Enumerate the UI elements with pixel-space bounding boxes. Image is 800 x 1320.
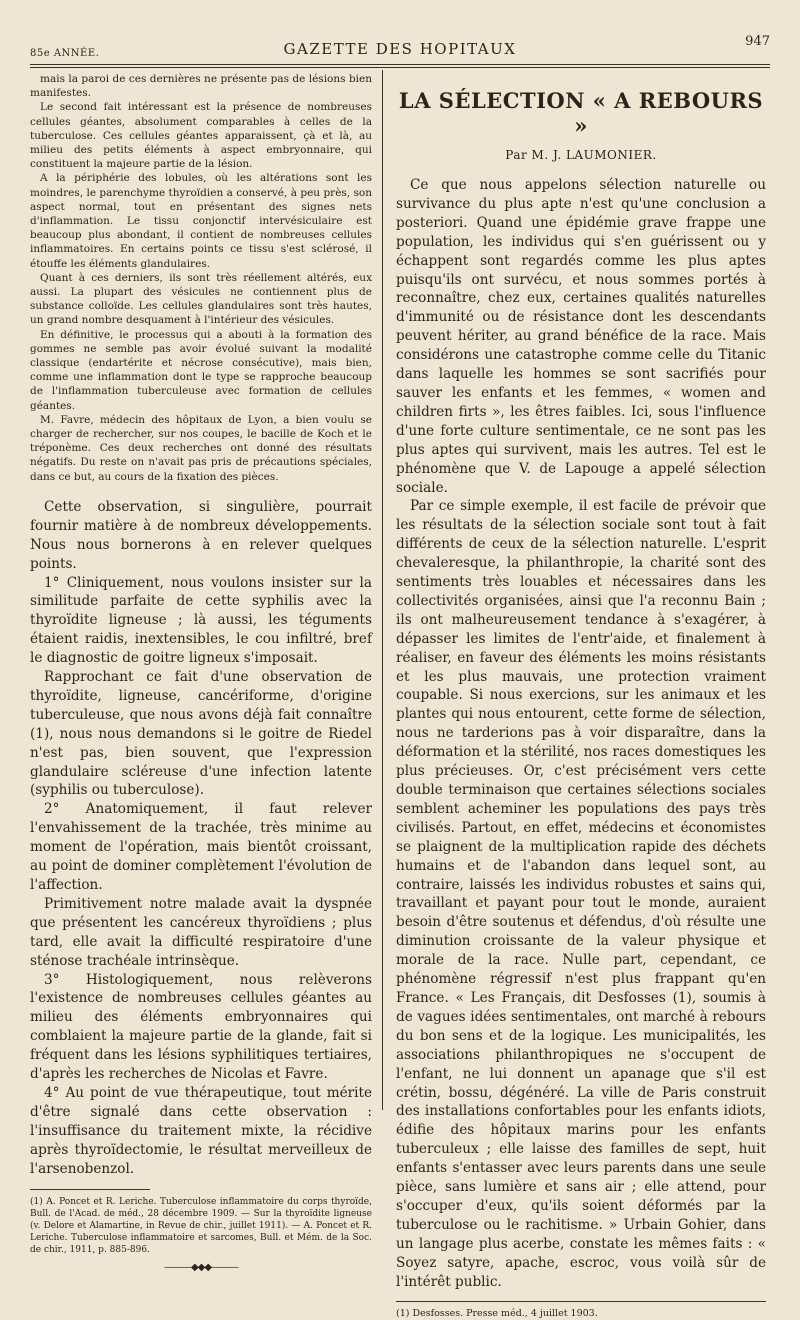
footnote-rule (396, 1301, 766, 1302)
footnote-rule (30, 1189, 150, 1190)
footnote: (1) A. Poncet et R. Leriche. Tuberculose inflammatoire du corps thyroïde, Bull. de l'Acad. de méd., 28 décembre 1909. — Sur la thyroïdite ligneuse (v. Delore et Alamartine, in Revue de chir., juillet 1911). — A. Poncet et R. Leriche. Tuberculose inflammatoire et sarcomes, Bull. et Mém. de la Soc. de chir., 1911, p. 885-896. (30, 1196, 372, 1255)
header-rule-double (30, 67, 770, 68)
paragraph: 1° Cliniquement, nous voulons insister sur la similitude parfaite de cette syphilis avec la thyroïdite ligneuse ; là aussi, les téguments étaient raidis, inextensibles, le cou infiltré, bref le diagnostic de goitre ligneux s'imposait. (30, 574, 372, 667)
paragraph: Le second fait intéressant est la présence de nombreuses cellules géantes, absolument comparables à celles de la tuberculose. Ces cellules géantes apparaissent, çà et là, au milieu des petits éléments à aspect embryonnaire, qui constituent la majeure partie de la lésion. (30, 101, 372, 171)
paragraph: A la périphérie des lobules, où les altérations sont les moindres, le parenchyme thyroïdien a conservé, à peu près, son aspect normal, tout en présentant des signes nets d'inflammation. Le tissu conjonctif intervésiculaire est beaucoup plus abondant, il contient de nombreuses cellules inflammatoires. En certains points ce tissu s'est sclérosé, il étouffe les éléments glandulaires. (30, 172, 372, 270)
column-divider (382, 70, 383, 1110)
paragraph: Ce que nous appelons sélection naturelle ou survivance du plus apte n'est qu'une conclusion a posteriori. Quand une épidémie grave frappe une population, les individus qui s'en guérissent ou y échappent sont regardés comme les plus aptes puisqu'ils ont survécu, et nous sommes portés à reconnaître, chez eux, certaines qualités naturelles d'immunité ou de résistance dont les descendants peuvent hériter, au grand bénéfice de la race. Mais considérons une catastrophe comme celle du Titanic dans laquelle les hommes se sont sacrifiés pour sauver les enfants et les femmes, « women and children firts », les êtres faibles. Ici, sous l'influence d'une forte culture sentimentale, ce ne sont pas les plus aptes qui survivent, mais les autres. Tel est le phénomène que V. de Lapouge a appelé sélection sociale. (396, 177, 766, 496)
header-rule (30, 64, 770, 65)
page-header (30, 34, 770, 64)
paragraph: Cette observation, si singulière, pourrait fournir matière à de nombreux développements. Nous nous bornerons à en relever quelques points. (30, 498, 372, 572)
paragraph: 2° Anatomiquement, il faut relever l'envahissement de la trachée, très minime au moment de l'opération, mais bientôt croissant, au point de dominer complètement l'évolution de l'affection. (30, 801, 372, 894)
paragraph: Rapprochant ce fait d'une observation de thyroïdite, ligneuse, cancériforme, d'origine tuberculeuse, que nous avons déjà fait connaître (1), nous nous demandons si le goitre de Riedel n'est pas, bien souvent, que l'expression glandulaire scléreuse d'une infection latente (syphilis ou tuberculose). (30, 669, 372, 799)
journal-title: GAZETTE DES HOPITAUX (283, 40, 517, 58)
paragraph: En définitive, le processus qui a abouti à la formation des gommes ne semble pas avoir évolué suivant la modalité classique (endartérite et nécrose consécutive), mais bien, comme une inflammation dont le type se rapproche beaucoup de l'inflammation tuberculeuse avec formation de cellules géantes. (30, 328, 372, 412)
paragraph: Par ce simple exemple, il est facile de prévoir que les résultats de la sélection sociale sont tout à fait différents de ceux de la sélection naturelle. L'esprit chevaleresque, la philanthropie, la charité sont des sentiments très louables et nécessaires dans les collectivités organisées, ainsi que l'a reconnu Bain ; ils ont malheureusement tendance à s'exagérer, à dépasser les limites de l'entr'aide, et finalement à réaliser, en faveur des éléments les moins résistants et les plus mauvais, une protection vraiment coupable. Si nous exercions, sur les animaux et les plantes qui nous entourent, cette forme de sélection, nous ne tarderions pas à voir disparaître, dans la déformation et la stérilité, nos races domestiques les plus précieuses. Or, c'est précisément vers cette double terminaison que certaines sélections sociales semblent acheminer les populations des pays très civilisés. Partout, en effet, médecins et économistes se plaignent de la multiplication rapide des déchets humains et de l'abandon dans lequel sont, au contraire, laissés les individus robustes et sains qui, travaillant et payant pour tout le monde, auraient besoin d'être soutenus et défendus, d'où résulte une diminution croissante de la valeur physique et morale de la race. Nulle part, cependant, ce phénomène régressif n'est plus frappant qu'en France. « Les Français, dit Desfosses (1), soumis à de vagues idées sentimentales, ont marché à rebours du bon sens et de la logique. Les municipalités, les associations philanthropiques ne s'occupent de l'enfant, ne lui donnent un apanage que s'il est crétin, bossu, dégénéré. La ville de Paris construit des installations confortables pour les enfants idiots, édifie des hôpitaux marins pour les enfants tuberculeux ; elle laisse des familles de sept, huit enfants s'entasser avec leurs parents dans une seule pièce, sans lumière et sans air ; elle attend, pour s'occuper d'eux, qu'ils soient déformés par la tuberculose ou le rachitisme. » Urbain Gohier, dans un langage plus acerbe, constate les mêmes faits : « Soyez satyre, apache, escroc, vous voilà sûr de l'intérêt public. (396, 498, 766, 1290)
right-column (396, 82, 766, 1320)
article-title: LA SÉLECTION « A REBOURS » (398, 88, 764, 138)
paragraph: Primitivement notre malade avait la dyspnée que présentent les cancéreux thyroïdiens ; plus tard, elle avait la difficulté respiratoire d'une sténose trachéale intrinsèque. (30, 895, 372, 969)
paragraph: Quant à ces derniers, ils sont très réellement altérés, eux aussi. La plupart des vésicules ne contiennent plus de substance colloïde. Les cellules glandulaires sont très hautes, un grand nombre desquament à l'intérieur des vésicules. (30, 271, 372, 327)
article-author: Par M. J. LAUMONIER. (505, 148, 657, 162)
volume-year: 85e ANNÉE. (30, 48, 100, 59)
footnote: (1) Desfosses. Presse méd., 4 juillet 1903. (396, 1308, 598, 1320)
paragraph: mais la paroi de ces dernières ne présente pas de lésions bien manifestes. (30, 73, 372, 100)
paragraph: M. Favre, médecin des hôpitaux de Lyon, a bien voulu se charger de rechercher, sur nos coupes, le bacille de Koch et le tréponème. Ces deux recherches ont donné des résultats négatifs. Du reste on n'avait pas pris de précautions spéciales, dans ce but, au cours de la fixation des pièces. (30, 413, 372, 483)
article-body (396, 176, 766, 1291)
discussion-text (30, 498, 372, 1179)
case-report-small-text (30, 72, 372, 484)
page-number: 947 (745, 34, 770, 49)
paragraph: 3° Histologiquement, nous relèverons l'existence de nombreuses cellules géantes au milieu des éléments embryonnaires qui comblaient la majeure partie de la glande, fait si fréquent dans les lésions syphilitiques tertiaires, d'après les recherches de Nicolas et Favre. (30, 971, 372, 1083)
paragraph: 4° Au point de vue thérapeutique, tout mérite d'être signalé dans cette observation : l'insuffisance du traitement mixte, la récidive après thyroïdectomie, le résultat merveilleux de l'arsenobenzol. (30, 1084, 372, 1177)
end-ornament: ———◆◆◆——— (163, 1261, 239, 1273)
left-column (30, 72, 372, 1273)
